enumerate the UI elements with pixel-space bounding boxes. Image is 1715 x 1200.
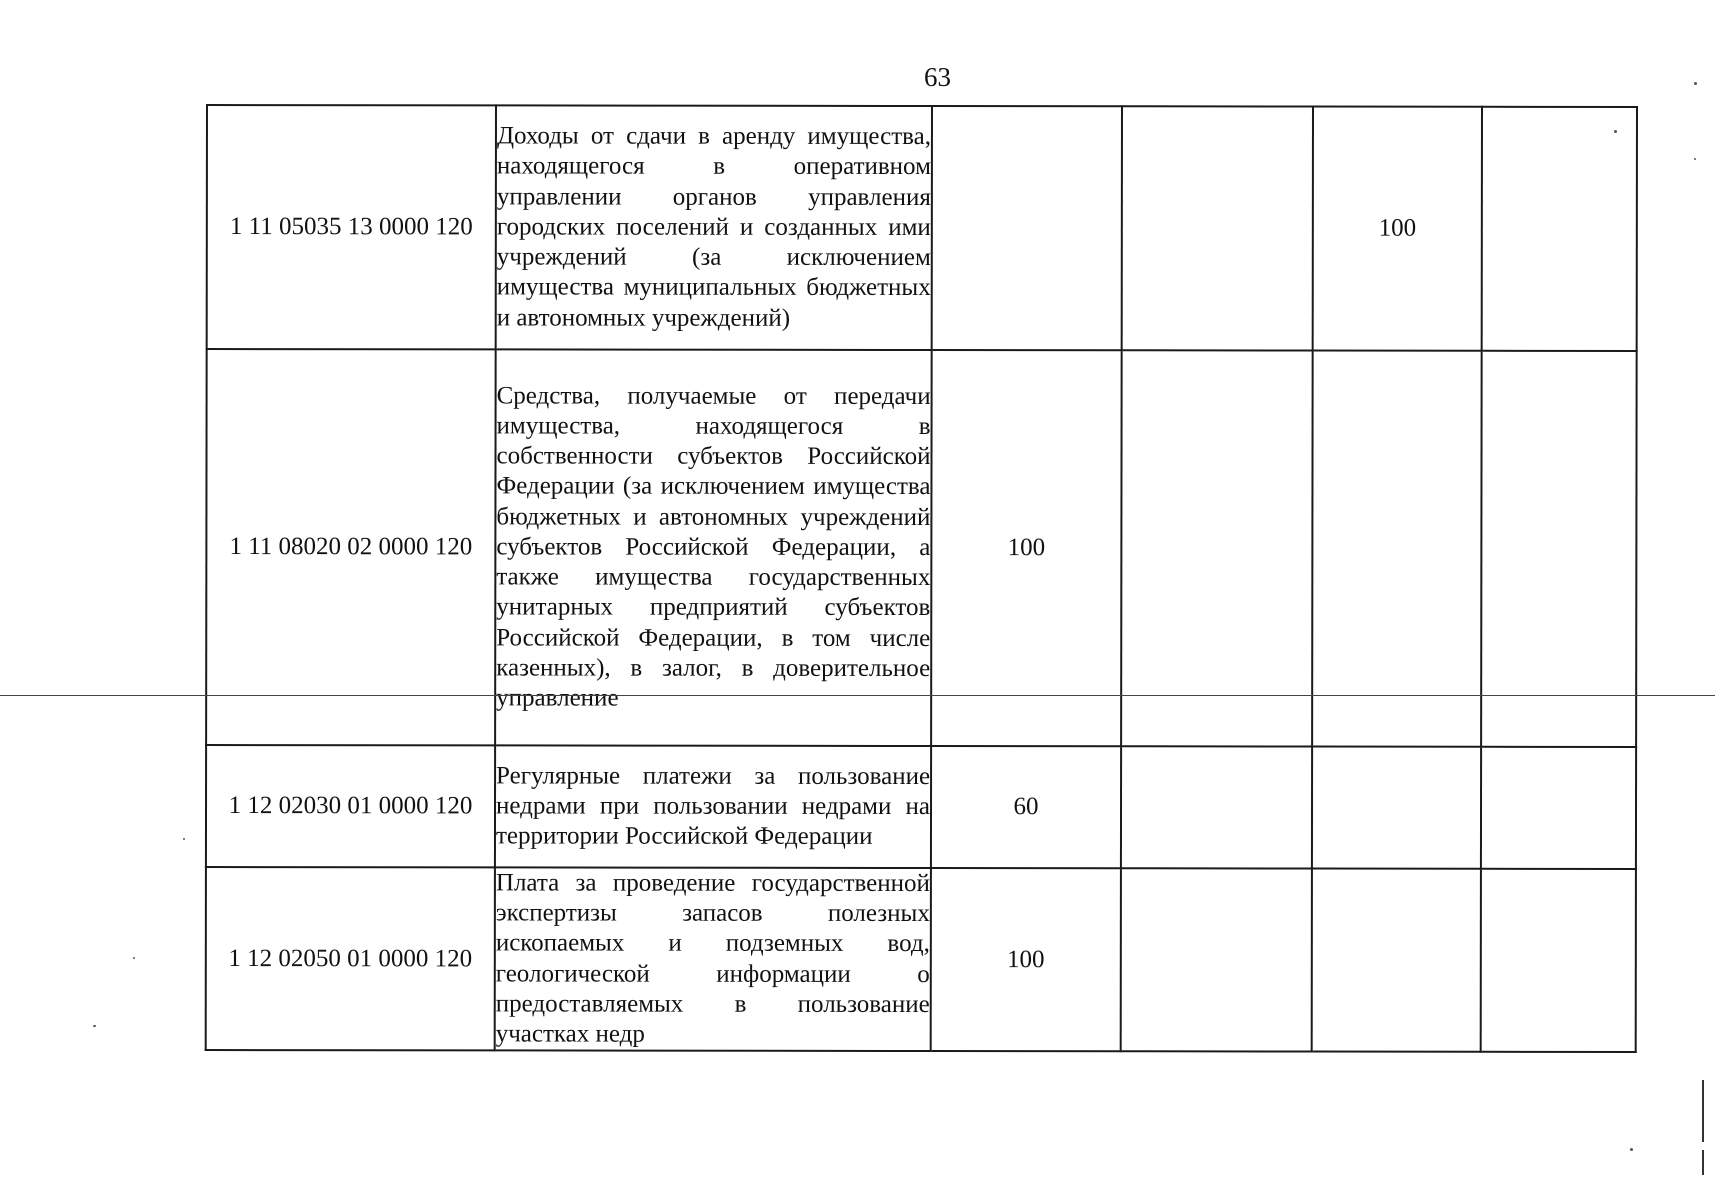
row-name: Доходы от сдачи в аренду имущества, находящегося в оперативном управлении органов управления городских поселений и созданных ими учреждений (за исключением имущества муниципальных бюджетных и автономных учреждений) bbox=[496, 105, 932, 350]
row-value-3 bbox=[1312, 747, 1481, 869]
scan-speck bbox=[93, 1025, 96, 1027]
row-value-1 bbox=[932, 106, 1122, 350]
row-value-4 bbox=[1481, 747, 1636, 869]
row-name: Регулярные платежи за пользование недрами при пользовании недрами на территории Российской Федерации bbox=[495, 745, 931, 868]
scan-edge-mark bbox=[1702, 1080, 1704, 1142]
table-row bbox=[206, 867, 1636, 1052]
scan-speck bbox=[1694, 82, 1697, 85]
row-code: 1 11 08020 02 0000 120 bbox=[206, 349, 496, 745]
page-number: 63 bbox=[924, 62, 951, 92]
row-value-4 bbox=[1481, 351, 1637, 747]
row-value-2 bbox=[1122, 106, 1313, 350]
table-row bbox=[206, 745, 1636, 869]
table-row bbox=[207, 105, 1637, 351]
scan-speck bbox=[183, 838, 185, 840]
row-value-1: 60 bbox=[931, 746, 1121, 868]
scan-speck bbox=[1630, 1148, 1633, 1151]
row-value-2 bbox=[1121, 746, 1312, 868]
scan-edge-mark bbox=[1702, 1150, 1704, 1175]
row-value-3: 100 bbox=[1313, 107, 1482, 351]
row-value-2 bbox=[1121, 868, 1312, 1051]
row-value-4 bbox=[1481, 869, 1636, 1052]
row-value-3 bbox=[1312, 351, 1482, 747]
scan-artifact-line bbox=[0, 695, 1715, 696]
row-code: 1 12 02030 01 0000 120 bbox=[206, 745, 495, 867]
row-value-4 bbox=[1482, 107, 1637, 351]
scan-speck bbox=[1614, 130, 1617, 133]
row-value-3 bbox=[1312, 869, 1481, 1052]
revenue-table bbox=[205, 104, 1638, 1053]
row-code: 1 12 02050 01 0000 120 bbox=[206, 867, 495, 1051]
row-value-2 bbox=[1121, 350, 1313, 746]
row-name: Плата за проведение государственной экспертизы запасов полезных ископаемых и подземных вод, геологической информации о предоставляемых в пользование участках недр bbox=[495, 867, 931, 1051]
scan-speck bbox=[133, 957, 135, 959]
revenue-table-container bbox=[205, 104, 1638, 1053]
row-code: 1 11 05035 13 0000 120 bbox=[207, 105, 496, 349]
row-value-1: 100 bbox=[931, 868, 1121, 1051]
row-name: Средства, получаемые от передачи имущества, находящегося в собственности субъектов Российской Федерации (за исключением имущества бюджетных и автономных учреждений субъектов Российской Федерации, а также имущества государственных унитарных предприятий субъектов Российской Федерации, в том числе казенных), в залог, в доверительное управление bbox=[495, 349, 932, 746]
scan-speck bbox=[1694, 158, 1696, 160]
row-value-1: 100 bbox=[931, 350, 1122, 746]
table-row bbox=[206, 349, 1637, 747]
